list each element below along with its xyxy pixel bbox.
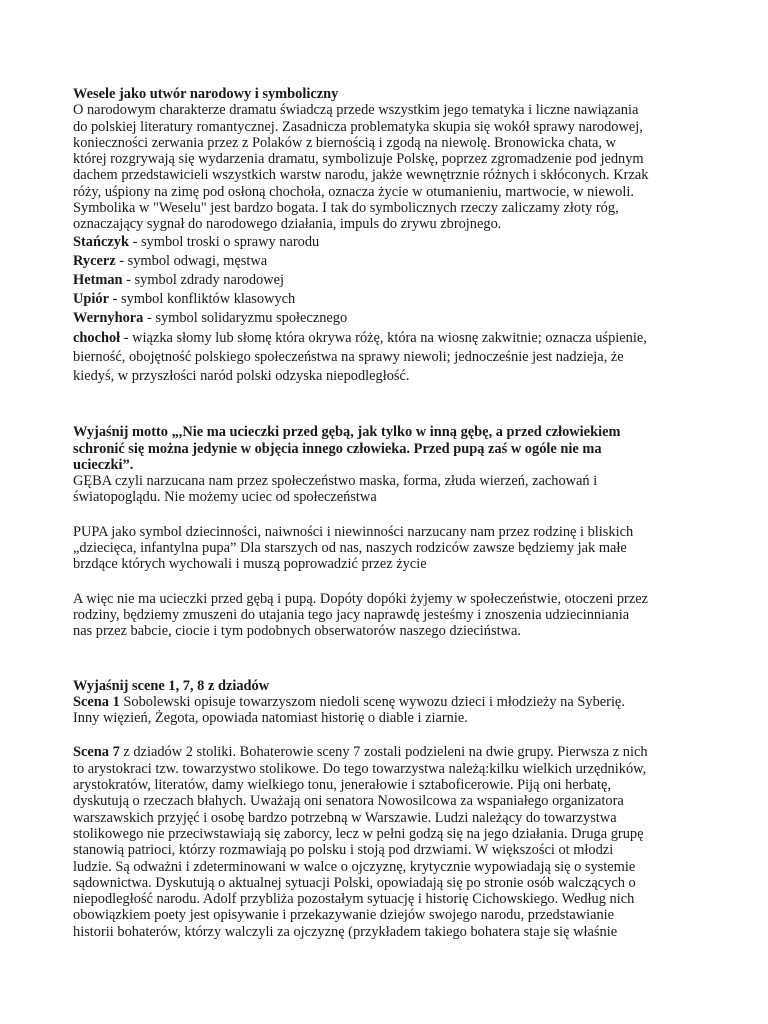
symbol-entry: Upiór - symbol konfliktów klasowych	[73, 291, 296, 308]
symbol-entry: Hetman - symbol zdrady narodowej	[73, 272, 285, 289]
text-line: A więc nie ma ucieczki przed gębą i pupą. Dopóty dopóki żyjemy w społeczeństwie, otoczeni przez	[73, 590, 649, 607]
scene-entry: Scena 7 z dziadów 2 stoliki. Bohaterowie sceny 7 zostali podzieleni na dwie grupy. Pierwsza z nich	[73, 744, 648, 761]
text-line: dyskutują o rzeczach błahych. Uważają oni senatora Nowosilcowa za wspaniałego organizatora	[73, 793, 624, 810]
text-line: dachem przedstawicieli wszystkich warstw narodu, jakże wewnętrznie różnych i skłóconych. Krzak	[73, 167, 649, 184]
section-heading: Wyjaśnij motto „,Nie ma ucieczki przed gębą, jak tylko w inną gębę, a przed człowiekiem	[73, 424, 621, 441]
symbol-entry: Rycerz - symbol odwagi, męstwa	[73, 252, 268, 269]
text-line: oznaczający sygnał do narodowego działania, impuls do zrywu zbrojnego.	[73, 216, 502, 233]
text-line: to arystokraci tzw. towarzystwo stolikowe. Do tego towarzystwa należą:kilku wielkich urzędników,	[73, 760, 647, 777]
text-line: kiedyś, w przyszłości naród polski odzyska niepodległość.	[73, 368, 410, 385]
symbol-entry: chochoł - wiązka słomy lub słomę która okrywa różę, która na wiosnę zakwitnie; oznacza uśpienie,	[73, 329, 647, 346]
text-line: obowiązkiem poety jest opisywanie i przekazywanie dziejów swojego narodu, przedstawianie	[73, 907, 615, 924]
text-line: róży, uśpiony na zimę pod osłoną chochoła, oznacza życie w otumanieniu, martwocie, w niewoli.	[73, 183, 634, 200]
symbol-entry: Wernyhora - symbol solidaryzmu społecznego	[73, 310, 348, 327]
document-page	[73, 86, 703, 940]
text-line: brzdące których wychowali i muszą poprowadzić przez życie	[73, 556, 427, 573]
section-heading: schronić się można jedynie w objęcia innego człowieka. Przed pupą zaś w ogóle nie ma	[73, 440, 602, 457]
text-line: GĘBA czyli narzucana nam przez społeczeństwo maska, forma, złuda wierzeń, zachowań i	[73, 473, 598, 490]
text-line: bierność, obojętność polskiego społeczeństwa na sprawy niewoli; jednocześnie jest nadzieja, że	[73, 348, 624, 365]
text-line: do polskiej literatury romantycznej. Zasadnicza problematyka skupia się wokół sprawy narodowej,	[73, 118, 643, 135]
section-heading: ucieczki”.	[73, 456, 134, 473]
text-line: warszawskich przyjęć i osobę bardzo potrzebną w Warszawie. Ludzi należący do towarzystwa	[73, 809, 617, 826]
scene-entry: Scena 1 Sobolewski opisuje towarzyszom niedoli scenę wywozu dzieci i młodzieży na Syberię.	[73, 693, 625, 710]
text-line: historii bohaterów, którzy walczyli za ojczyznę (przykładem takiego bohatera staje się właśnie	[73, 923, 618, 940]
text-line: Inny więzień, Żegota, opowiada natomiast historię o diable i ziarnie.	[73, 710, 468, 727]
text-line: ludzie. Są odważni i zdeterminowani w walce o ojczyznę, krytycznie wypowiadają się o systemie	[73, 858, 636, 875]
text-line: „dziecięca, infantylna pupa” Dla starszych od nas, naszych rodziców zawsze będziemy jak małe	[73, 540, 627, 557]
text-line: stanowią patrioci, którzy rozmawiają po polsku i stoją pod drzwiami. W większości ot młodzi	[73, 842, 614, 859]
text-line: nas przez babcie, ciocie i tym podobnych obserwatorów naszego dzieciństwa.	[73, 623, 521, 640]
text-line: O narodowym charakterze dramatu świadczą przede wszystkim jego tematyka i liczne nawiązania	[73, 102, 639, 119]
text-line: której rozgrywają się wydarzenia dramatu, symbolizuje Polskę, poprzez zgromadzenie pod jednym	[73, 151, 644, 168]
section-heading: Wyjaśnij scene 1, 7, 8 z dziadów	[73, 677, 270, 694]
text-line: sądownictwa. Dyskutują o aktualnej sytuacji Polski, opowiadają się po stronie osób walczących o	[73, 874, 636, 891]
text-line: konieczności zerwania przez z Polaków z biernością i zgodą na niewolę. Bronowicka chata, w	[73, 134, 617, 151]
text-line: stolikowego nie przeciwstawiają się zaborcy, lecz w pełni godzą się na jego działania. Druga grupę	[73, 825, 644, 842]
text-line: rodziny, będziemy zmuszeni do utajania tego jacy naprawdę jesteśmy i znoszenia udziecinniania	[73, 606, 630, 623]
text-line: Symbolika w "Weselu" jest bardzo bogata. I tak do symbolicznych rzeczy zaliczamy złoty róg,	[73, 200, 619, 217]
section-heading: Wesele jako utwór narodowy i symboliczny	[73, 86, 339, 102]
text-line: światopoglądu. Nie możemy uciec od społeczeństwa	[73, 489, 377, 506]
text-line: niepodległość narodu. Adolf przybliża pozostałym sytuację i historię Cichowskiego. Według nich	[73, 891, 635, 908]
text-line: PUPA jako symbol dziecinności, naiwności i niewinności narzucany nam przez rodzinę i bliskich	[73, 523, 634, 540]
symbol-entry: Stańczyk - symbol troski o sprawy narodu	[73, 233, 320, 250]
text-line: arystokratów, literatów, damy wielkiego tonu, jenerałowie i sztaboficerowie. Piją oni herbatę,	[73, 777, 612, 794]
